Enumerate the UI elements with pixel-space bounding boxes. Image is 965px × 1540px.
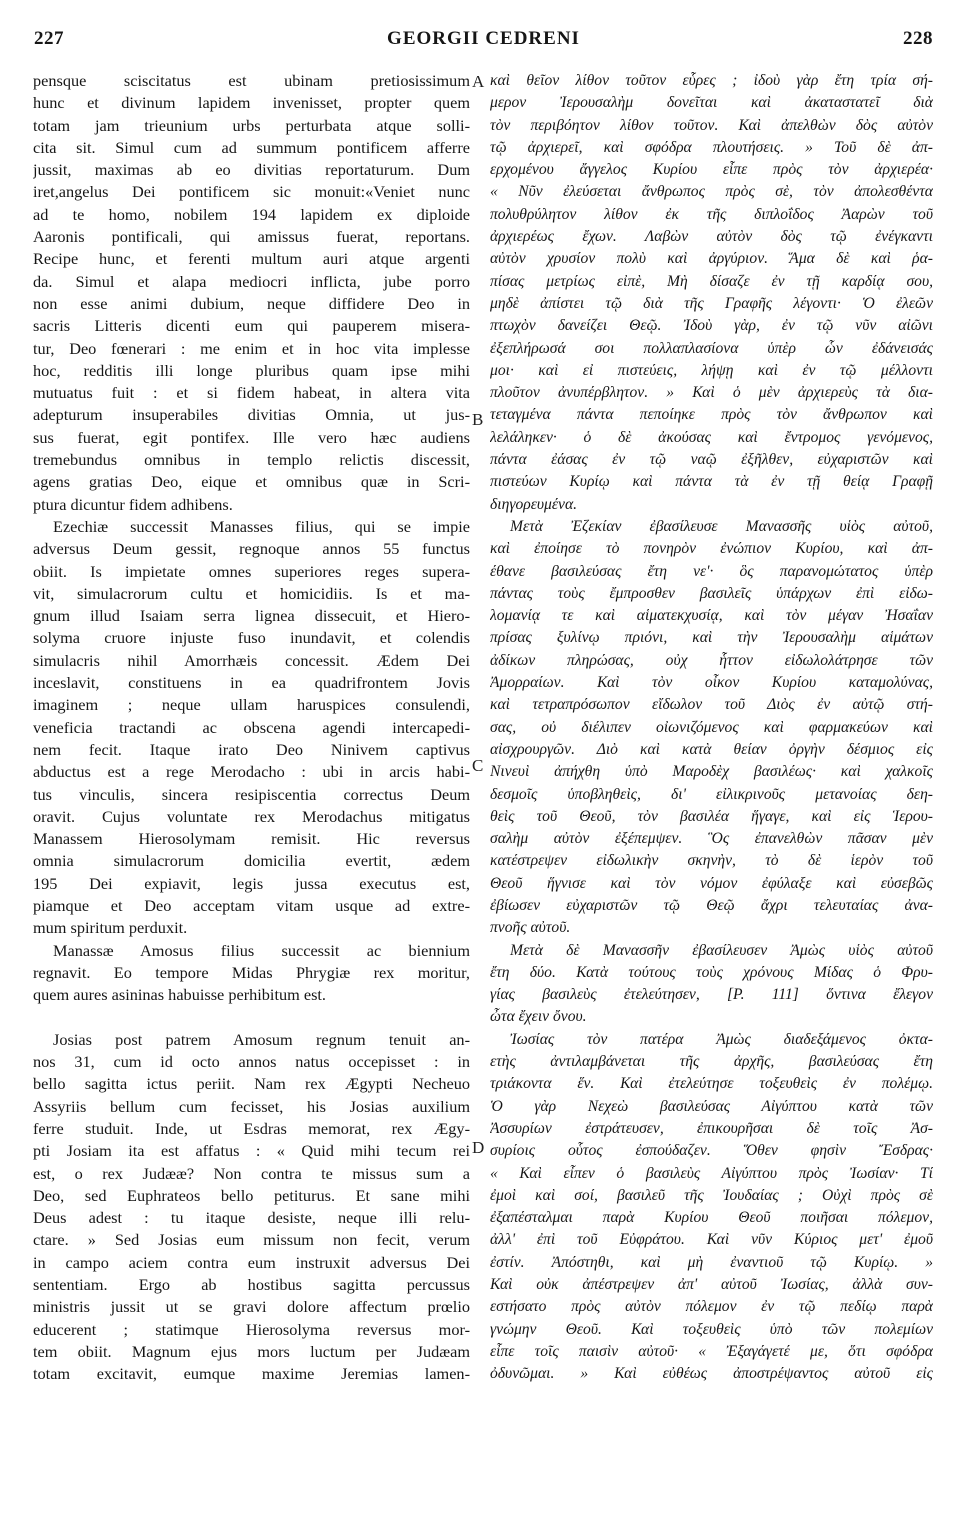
text-line: συρίοις οὗτος ἐσπούδαζεν. Ὅθεν φησὶν Ἔσδρας· bbox=[490, 1142, 933, 1160]
text-line: Deo, sed Euphrateos bello petiturus. Et sane mihi bbox=[33, 1185, 470, 1205]
text-line: « Καὶ εἶπεν ὁ βασιλεὺς Αἰγύπτου πρὸς Ἰωσίαν· Τί bbox=[490, 1164, 933, 1182]
text-line: inceslavit, constituens in ea quadrifrontem Jovis bbox=[33, 673, 470, 693]
text-line: Μετὰ δὲ Μανασσῆν ἐβασίλευσεν Ἀμὼς υἱὸς αὐτοῦ bbox=[510, 941, 933, 959]
text-line: πολυθρύλητον λίθον ἐκ τῆς διπλοΐδος Ἀαρὼν τοῦ bbox=[490, 205, 933, 223]
text-line: imaginem ; neque ullam haruspices consulendi, bbox=[33, 695, 470, 715]
margin-marker-c: C bbox=[472, 756, 484, 775]
text-line: ministris jussit ut se gravi dolore affectum prœlio bbox=[33, 1297, 470, 1317]
text-line: τῷ ἀρχιερεῖ, καὶ σφόδρα πλουτήσεις. » Τοῦ δὲ ἀπ- bbox=[490, 138, 933, 156]
margin-marker-a: A bbox=[472, 72, 485, 91]
text-line: bello sagitta ictus periit. Nam rex Ægypti Necheuo bbox=[33, 1074, 470, 1094]
text-line: pensque sciscitatus est ubinam pretiosissimum bbox=[33, 71, 470, 90]
text-line: τριάκοντα ἕν. Καὶ ἐτελεύτησε τοξευθεὶς ἐν πολέμῳ. bbox=[490, 1075, 933, 1093]
text-line: κατέστρεψεν εἰδωλικὴν σκηνὴν, τὸ δὲ ἱερὸν τοῦ bbox=[490, 852, 933, 870]
text-line: πάντα ἐάσας ἐν τῷ ναῷ ἐξῆλθεν, εὐχαριστῶν καὶ bbox=[490, 451, 933, 469]
text-line: πρίσας ξυλίνῳ πριόνι, καὶ τὴν Ἰερουσαλὴμ αἱμάτων bbox=[490, 629, 933, 647]
paragraph-gap bbox=[33, 1006, 470, 1028]
text-line: solyma cruore injuste fuso inundavit, et colendis bbox=[33, 628, 470, 648]
text-line: καὶ τετραπρόσωπον εἴδωλον τοῦ Διὸς ἐν αὐτῷ στή- bbox=[490, 696, 933, 714]
text-line: Ἀσσυρίων ἐστράτευσεν, ἐπικουρῆσαι δὲ τοῖς Ἀσ- bbox=[490, 1119, 933, 1137]
text-line: Assyriis bellum cum fecisset, his Josias auxilium bbox=[33, 1096, 470, 1116]
text-line: λομανίᾳ τε καὶ αἱματεκχυσίᾳ, καὶ τὸν μέγαν Ἠσαΐαν bbox=[490, 607, 933, 625]
text-line: ὦτα ἔχειν ὄνου. bbox=[490, 1008, 587, 1026]
text-line: ἐβίωσεν εὐχαριστῶν τῷ Θεῷ ἄχρι τελευταίας ἀνα- bbox=[490, 896, 933, 914]
text-line: ptura dicuntur fidem adhibens. bbox=[33, 494, 233, 514]
margin-marker-b: B bbox=[472, 410, 484, 429]
text-line: πλοῦτον ἀνυπέρβλητον. » Καὶ ὁ μὲν ἀρχιερεὺς τὰ δια- bbox=[490, 384, 933, 402]
page-header bbox=[34, 28, 933, 58]
text-line: Καὶ οὐκ ἀπέστρεψεν ἀπ' αὐτοῦ Ἰωσίας, ἀλλὰ συν- bbox=[490, 1276, 933, 1294]
text-line: tus vinculis, sincera resipiscentia correctus Deum bbox=[33, 784, 470, 804]
text-line: εἶπε τοῖς παισὶν αὐτοῦ· « Ἐξαγάγετέ με, ὅτι σφόδρα bbox=[490, 1342, 933, 1360]
text-line: sacris Litteris dicenti eum qui pauperem misera- bbox=[33, 316, 470, 336]
text-line: ctare. » Sed Josias eum missum non fecit, verum bbox=[33, 1230, 470, 1250]
text-line: Manassem Hierosolymam remisit. Hic reversus bbox=[33, 829, 470, 849]
text-line: δεσμοῖς ὑποβληθεὶς, δι' εἰλικρινοῦς μετανοίας δεη- bbox=[490, 785, 933, 803]
text-line: πτωχὸν δανείζει Θεῷ. Ἰδοὺ γὰρ, ἐν τῷ νῦν αἰῶνι bbox=[490, 317, 933, 335]
text-line: iret,angelus Dei pontificem sic monuit:«Veniet nunc bbox=[33, 182, 470, 202]
text-line: αὐτὸν χρυσίον πολὺ καὶ ἀργύριον. Ἅμα δὲ καὶ ῥα- bbox=[490, 250, 933, 268]
text-line: gnum illud Isaiam serra lignea dissecuit, et Hiero- bbox=[33, 606, 470, 626]
text-line: Νινευὶ ἀπήχθη ὑπὸ Μαροδὲχ βασιλέως· καὶ χαλκοῖς bbox=[490, 763, 933, 781]
text-line: Deus adest : tu itaque desiste, neque illi relu- bbox=[33, 1208, 470, 1228]
text-line: ἀδίκων πληρώσας, οὐχ ἧττον εἰδωλολάτρησε τῶν bbox=[490, 651, 933, 669]
text-line: καὶ ἐποίησε τὸ πονηρὸν ἐνώπιον Κυρίου, καὶ ἀπ- bbox=[490, 540, 933, 558]
text-line: « Νῦν ἐλεύσεται ἄνθρωπος πρὸς σὲ, τὸν ἀπολεσθέντα bbox=[490, 183, 933, 201]
text-line: μοι· καὶ εἰ πιστεύεις, λήψῃ καὶ ἐν τῷ μέλλοντι bbox=[490, 361, 933, 379]
text-line: πίσας μετρίως εἰπὲ, Μὴ δίσαζε ἐν τῇ καρδίᾳ σου, bbox=[490, 272, 933, 290]
text-line: obiit. Is impietate omnes superiores reges supera- bbox=[33, 561, 470, 581]
text-line: ἐστίν. Ἀπόστηθι, καὶ μὴ ἐναντιοῦ τῷ Κυρίῳ. » bbox=[490, 1253, 933, 1271]
running-title: GEORGII CEDRENI bbox=[387, 28, 580, 49]
text-line: adepturum insuperabiles divitias Omnia, ut jus- bbox=[33, 405, 470, 425]
text-line: ferre studuit. Inde, ut Esdras memorat, rex Ægy- bbox=[33, 1118, 470, 1138]
text-line: in campo aciem contra eum instruxit adversus Dei bbox=[33, 1252, 470, 1272]
text-line: sententiam. Ergo ab hostibus sagitta percussus bbox=[33, 1275, 470, 1295]
text-line: Μετὰ Ἐζεκίαν ἐβασίλευσε Μανασσῆς υἱὸς αὐτοῦ, bbox=[510, 517, 933, 535]
text-line: ὀδυνῶμαι. » Καὶ εὐθέως ἀποστρέψαντος αὐτοῦ εἰς bbox=[490, 1365, 933, 1383]
text-line: Recipe hunc, et ferenti multum auri atque argenti bbox=[33, 249, 470, 269]
text-line: cita sit. Simul cum ad summum pontificem afferre bbox=[33, 137, 470, 157]
text-line: ἐμοὶ καὶ σοί, βασιλεῦ τῆς Ἰουδαίας ; Οὐχὶ πρὸς σὲ bbox=[490, 1186, 933, 1204]
text-line: nem fecit. Itaque irato Deo Ninivem captivus bbox=[33, 739, 470, 759]
text-line: mutuatus fuit : et si fidem habeat, in altera vita bbox=[33, 383, 470, 403]
text-line: μερον Ἰερουσαλὴμ δονεῖται καὶ ἀκαταστατεῖ διὰ bbox=[490, 94, 933, 112]
text-line: adversus Deum gessit, regnoque annos 55 functus bbox=[33, 539, 470, 559]
text-line: regnavit. Eo tempore Midas Phrygiæ rex moritur, bbox=[33, 962, 470, 982]
text-line: jussit, maximas ab eo divitias reportaturum. Dum bbox=[33, 160, 470, 180]
text-line: quem aures asininas habuisse perhibitum est. bbox=[33, 985, 326, 1005]
text-line: πιστεύων Κυρίῳ καὶ πάντα τὰ ἐν τῇ θείᾳ Γραφῇ bbox=[490, 473, 933, 491]
text-line: θεὶς τοῦ Θεοῦ, τὸν βασιλέα ἥγαγε, καὶ εἰς Ἱερου- bbox=[490, 807, 933, 825]
text-line: ἀλλ' ἐπὶ τοῦ Εὐφράτου. Καὶ νῦν Κύριος μετ' ἐμοῦ bbox=[490, 1231, 933, 1249]
text-line: Ἀμορραίων. Καὶ τὸν οἶκον Κυρίου καταμολύνας, bbox=[490, 674, 933, 692]
text-line: agens gratias Deo, eique et omnibus quæ in Scri- bbox=[33, 472, 470, 492]
text-line: πνοῆς αὐτοῦ. bbox=[490, 919, 571, 937]
text-line: veneficia tractandi ac obscena agendi intercapedi- bbox=[33, 717, 470, 737]
text-line: educerent ; statimque Hierosolyma reversus mor- bbox=[33, 1319, 470, 1339]
text-line: ad te homo, nobilem 194 lapidem ex diploide bbox=[33, 204, 470, 224]
text-line: tur, Deo fœnerari : me enim et in hoc vita implesse bbox=[33, 338, 470, 358]
page-number-left: 227 bbox=[34, 28, 64, 49]
text-line: γίας βασιλεὺς ἐτελεύτησεν, [P. 111] ὅντινα ἔλεγον bbox=[490, 986, 933, 1004]
text-line: abductus est a rege Merodacho : ubi in arcis habi- bbox=[33, 762, 470, 782]
text-line: Josias post patrem Amosum regnum tenuit an- bbox=[53, 1029, 470, 1049]
text-line: oravit. Cujus voluntate rex Merodachus mitigatus bbox=[33, 806, 470, 826]
text-line: καὶ θεῖον λίθον τοῦτον εὗρες ; ἰδοὺ γὰρ ἔτη τρία σή- bbox=[490, 72, 933, 89]
text-line: έθανε βασιλεύσας ἔτη νε'· ὃς παρανομώτατος ὑπὲρ bbox=[490, 562, 933, 580]
page-number-right: 228 bbox=[903, 28, 933, 49]
text-line: αἰσχρουργῶν. Διὸ καὶ κατὰ θείαν ὀργὴν δέσμιος εἰς bbox=[490, 740, 933, 758]
text-line: tem obiit. Magnum ejus mors luctum per Judæam bbox=[33, 1341, 470, 1361]
text-line: omnia simulacrorum domicilia evertit, ædem bbox=[33, 851, 470, 871]
latin-column bbox=[33, 70, 470, 1386]
text-line: εστήσατο πρὸς αὐτὸν πόλεμον ἐν τῷ πεδίῳ παρὰ bbox=[490, 1298, 933, 1316]
text-line: ετὴς ἀντιλαμβάνεται τῆς ἀρχῆς, βασιλεύσας ἔτη bbox=[490, 1053, 933, 1071]
text-line: vit, simulacrorum cultu et homicidiis. Is et ma- bbox=[33, 583, 470, 603]
text-line: totam excitavit, eumque maxime Jeremias lamen- bbox=[33, 1364, 470, 1384]
text-line: pti Josiam ita est affatus : « Quid mihi tecum rei bbox=[33, 1141, 470, 1161]
text-line: Ezechiæ successit Manasses filius, qui se impie bbox=[53, 516, 470, 536]
text-line: 195 Dei expiavit, legis jussa executus est, bbox=[33, 873, 470, 893]
text-line: Aaronis pontificali, qui amissus fuerat, reportans. bbox=[33, 227, 470, 247]
text-line: ἐξαπέσταλμαι παρὰ Κυρίου Θεοῦ ποιῆσαι πόλεμον, bbox=[490, 1209, 933, 1227]
text-line: tremebundus omnibus in templo relictis discessit, bbox=[33, 450, 470, 470]
text-line: μηδὲ ἀπίστει τῷ διὰ τῆς Γραφῆς λέγοντι· Ὁ ἐλεῶν bbox=[490, 294, 933, 312]
text-line: piamque et Deo acceptam vitam usque ad extre- bbox=[33, 895, 470, 915]
text-line: hoc, redditis illi longe pluribus quam ipse mihi bbox=[33, 360, 470, 380]
text-line: ἀρχιερέως ἔχων. Λαβὼν αὐτὸν δὸς τῷ ἐνέγκαντι bbox=[490, 228, 933, 246]
text-line: mum spiritum perduxit. bbox=[33, 918, 188, 938]
text-line: Ἰωσίας τὸν πατέρα Ἀμὼς διαδεξάμενος ὀκτα- bbox=[510, 1030, 933, 1048]
text-line: πάντας τοὺς ἔμπροσθεν βασιλεῖς ὑπάρχων ἐπὶ εἰδω- bbox=[490, 584, 933, 602]
text-line: ερχομένου ἄγγελος Κυρίου εἶπε πρὸς τὸν ἀρχιερέα· bbox=[490, 161, 933, 179]
text-line: Ὁ γὰρ Νεχεὼ βασιλεύσας Αἰγύπτου κατὰ τῶν bbox=[490, 1097, 933, 1115]
greek-column bbox=[490, 70, 933, 1386]
margin-marker-d: D bbox=[472, 1138, 485, 1157]
text-line: τὸν περιβόητον λίθον τοῦτον. Καὶ ἀπελθὼν δὸς αὐτὸν bbox=[490, 116, 933, 134]
text-line: simulacris nihil Amorrhæis concessit. Ædem Dei bbox=[33, 650, 470, 670]
text-line: sus fuerat, egit pontifex. Ille vero hæc audiens bbox=[33, 427, 470, 447]
text-line: est, o rex Judææ? Non contra te missus sum a bbox=[33, 1163, 470, 1183]
text-line: διηγορευμένα. bbox=[490, 495, 578, 513]
text-line: ἔτη δύο. Κατὰ τούτους τοὺς χρόνους Μίδας ὁ Φρυ- bbox=[490, 963, 933, 981]
text-line: non esse animi dubium, neque diffidere Deo in bbox=[33, 293, 470, 313]
text-line: ἐξεπλήρωσά σοι πολλαπλασίονα ὑπὲρ ὧν ἐδάνεισάς bbox=[490, 339, 933, 357]
text-line: λελάληκεν· ὁ δὲ ἀκούσας καὶ ἔντρομος γενόμενος, bbox=[490, 428, 933, 446]
text-line: γνώμην Θεοῦ. Καὶ τοξευθεὶς ὑπὸ τῶν πολεμίων bbox=[490, 1320, 933, 1338]
text-line: totam jam trieunium urbs perturbata atque solli- bbox=[33, 115, 470, 135]
text-line: Manassæ Amosus filius successit ac biennium bbox=[53, 940, 470, 960]
text-line: da. Simul et alapa mediocri inflicta, jube porro bbox=[33, 271, 470, 291]
text-line: σας, οὐ διέλιπεν οἰωνιζόμενος καὶ φαρμακεύων καὶ bbox=[490, 718, 933, 736]
text-line: τεταγμένα πάντα πεποίηκε πρὸς τὸν ἄνθρωπον καὶ bbox=[490, 406, 933, 424]
text-line: hunc et divinum lapidem invenisset, propter quem bbox=[33, 93, 470, 113]
text-line: σαλὴμ αὐτὸν ἐξέπεμψεν. Ὃς ἐπανελθὼν πᾶσαν μὲν bbox=[490, 830, 933, 848]
text-line: Θεοῦ ἥγνισε καὶ τὸν νόμον ἐφύλαξε καὶ εὐσεβῶς bbox=[490, 874, 933, 892]
text-line: nos 31, cum id octo annos natus occepisset : in bbox=[33, 1052, 470, 1072]
